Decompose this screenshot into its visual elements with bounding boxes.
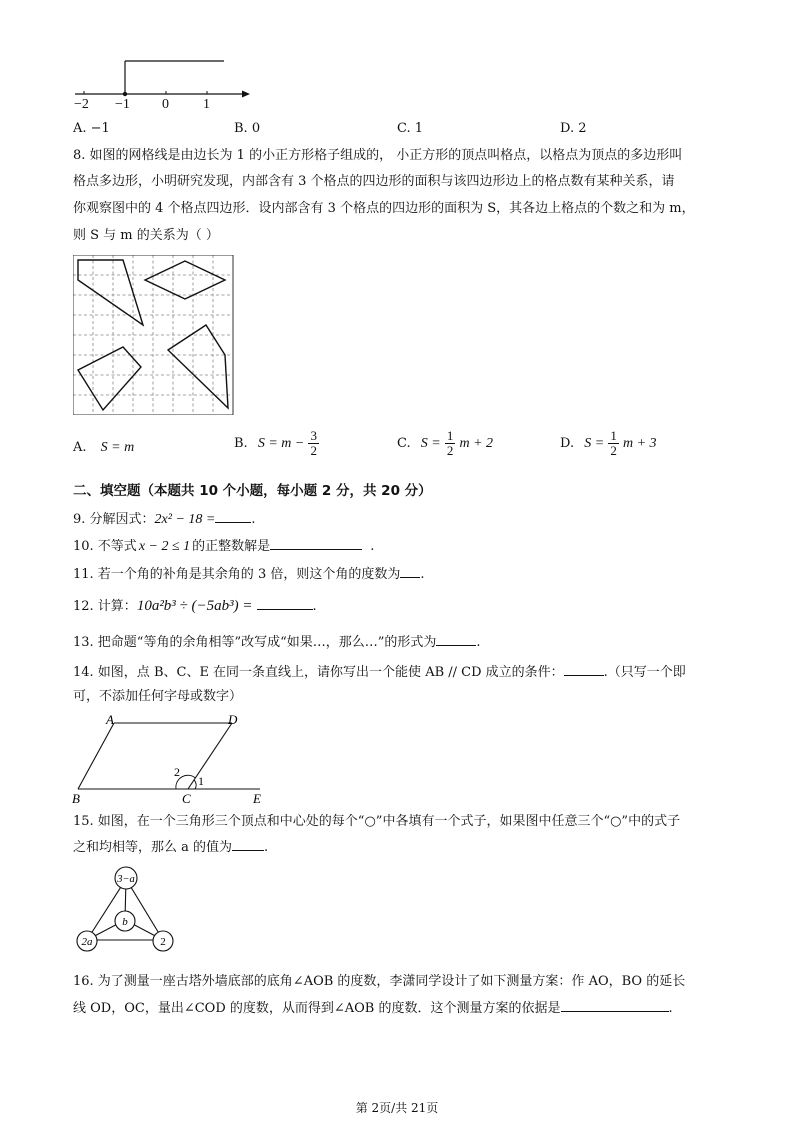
q12: [73, 597, 317, 616]
node-left-text: 2a: [81, 936, 93, 948]
q7-option-d[interactable]: D. 2: [560, 121, 587, 136]
q8-option-c[interactable]: [397, 429, 493, 458]
node-top-text: 3−a: [117, 874, 135, 885]
q16-text: 线 OD，OC，量出∠COD 的度数，从而得到∠AOB 的度数．这个测量方案的依据是: [73, 1001, 561, 1016]
q12-prefix: 12. 计算：: [73, 599, 137, 614]
q8-line-4: 则 S 与 m 的关系为（ ）: [73, 228, 219, 243]
label-angle-1: 1: [198, 774, 204, 788]
section-heading: 二、填空题（本题共 10 个小题，每小题 2 分，共 20 分）: [73, 483, 432, 499]
q11-text: 11. 若一个角的补角是其余角的 3 倍，则这个角的度数为: [73, 567, 401, 582]
option-label: B.: [234, 436, 248, 451]
q8-option-b[interactable]: [234, 429, 319, 458]
q7-option-a[interactable]: A. −1: [73, 121, 110, 136]
q9: [73, 510, 256, 529]
fraction: [445, 429, 456, 458]
q9-prefix: 9. 分解因式：: [73, 512, 155, 527]
q15-line-2: [73, 838, 268, 857]
option-expr: m + 2: [459, 436, 494, 451]
q7-option-b[interactable]: B. 0: [234, 121, 261, 136]
option-expr: S = m: [100, 440, 135, 455]
q10-expr: x − 2 ≤ 1: [138, 539, 191, 554]
number-line-tick: 0: [162, 97, 169, 112]
option-label: C.: [397, 436, 411, 451]
denominator: 2: [610, 443, 617, 458]
q9-suffix: .: [251, 512, 256, 527]
q9-answer-blank[interactable]: [215, 510, 251, 523]
option-label: A.: [73, 440, 87, 455]
q7-option-c[interactable]: C. 1: [397, 121, 424, 136]
q10-prefix: 10. 不等式: [73, 539, 137, 554]
q11-answer-blank[interactable]: [400, 565, 420, 578]
q16-line-1: 16. 为了测量一座古塔外墙底部的底角∠AOB 的度数，李潇同学设计了如下测量方案：作 AO，BO 的延长: [73, 974, 686, 989]
q10-answer-blank[interactable]: [270, 537, 362, 550]
q15-triangle-figure: [70, 862, 185, 962]
numerator: 3: [310, 428, 317, 443]
q8-grid-figure: [73, 255, 239, 415]
q8-line-3: 你观察图中的 4 个格点四边形．设内部含有 3 个格点的四边形的面积为 S，其各边上格点的个数之和为 m，: [73, 201, 695, 216]
option-expr: S = m −: [257, 436, 305, 451]
option-expr: m + 3: [622, 436, 657, 451]
numerator: 1: [446, 428, 454, 443]
q14-parallelogram-figure: [70, 712, 270, 807]
node-center-text: b: [122, 916, 128, 928]
label-angle-2: 2: [174, 765, 180, 779]
label-a: A: [106, 712, 114, 727]
q14-line-1: [73, 663, 686, 682]
q10-mid: 的正整数解是: [192, 539, 271, 554]
option-label: D.: [560, 436, 575, 451]
q8-option-a[interactable]: [73, 440, 134, 456]
q14-answer-blank[interactable]: [564, 663, 604, 676]
q8-option-d[interactable]: [560, 429, 657, 458]
q13-suffix: .: [476, 635, 481, 650]
q15-line-1: 15. 如图，在一个三角形三个顶点和中心处的每个“○”中各填有一个式子，如果图中任意三个“○”中的式子: [73, 814, 681, 829]
denominator: 2: [310, 443, 317, 458]
q13-answer-blank[interactable]: [436, 633, 476, 646]
q12-expr: 10a²b³ ÷ (−5ab³) =: [136, 598, 253, 614]
option-expr: S =: [584, 436, 605, 451]
number-line-tick: −1: [115, 97, 130, 112]
q8-line-1: 8. 如图的网格线是由边长为 1 的小正方形格子组成的， 小正方形的顶点叫格点，以格点为顶点的多边形叫: [73, 148, 683, 163]
label-e: E: [253, 791, 261, 806]
q13: [73, 633, 481, 652]
label-c: C: [182, 791, 191, 806]
label-b: B: [72, 791, 80, 806]
q10-suffix: .: [370, 539, 375, 554]
q16-suffix: .: [668, 1001, 673, 1016]
number-line-tick: 1: [203, 97, 210, 112]
q11-suffix: .: [420, 567, 425, 582]
number-line-tick: −2: [74, 97, 89, 112]
q14-line-2: 可，不添加任何字母或数字）: [73, 689, 243, 704]
q11: [73, 565, 424, 584]
q15-answer-blank[interactable]: [232, 838, 264, 851]
q14-text: 14. 如图，点 B、C、E 在同一条直线上，请你写出一个能使 AB // CD 成立的条件：: [73, 665, 564, 680]
q8-line-2: 格点多边形，小明研究发现，内部含有 3 个格点的四边形的面积与该四边形边上的格点数有某种关系，请: [73, 174, 675, 189]
node-right-text: 2: [160, 936, 166, 948]
fraction: [308, 429, 319, 458]
option-expr: S =: [420, 436, 441, 451]
label-d: D: [228, 712, 238, 727]
q16-answer-blank[interactable]: [561, 999, 669, 1012]
q16-line-2: [73, 999, 673, 1018]
numerator: 1: [610, 428, 617, 443]
q12-suffix: .: [312, 599, 317, 614]
q14-line1-end: .（只写一个即: [603, 665, 686, 680]
q13-text: 13. 把命题“等角的余角相等”改写成“如果…，那么…”的形式为: [73, 635, 437, 650]
page-footer: 第 2页/共 21页: [355, 1101, 439, 1115]
q12-answer-blank[interactable]: [257, 597, 313, 610]
denominator: 2: [446, 443, 454, 458]
q9-expr: 2x² − 18 =: [154, 512, 216, 527]
q10: [73, 537, 374, 556]
fraction: [608, 429, 619, 458]
q15-suffix: .: [264, 840, 269, 855]
q15-text: 之和均相等，那么 a 的值为: [73, 840, 233, 855]
